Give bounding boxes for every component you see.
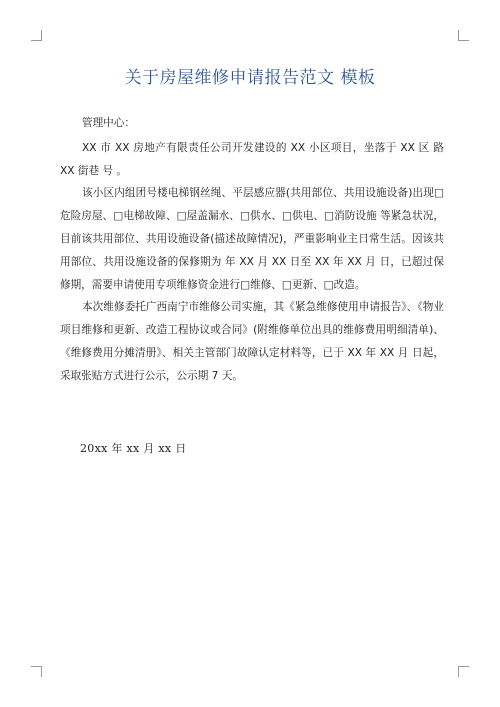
- page-corner-mark-top-right: [458, 30, 469, 41]
- paragraph-repair-announcement: 本次维修委托广西南宁市维修公司实施，其《紧急维修使用申请报告》、《物业项目维修和更新、改造工程协议或合同》(附维修单位出具的维修费用明细清单)、《维修费用分摊清册》、相关主管部门故障认定材料等，已于 XX 年 XX 月 日起，采取张贴方式进行公示，公示期 7 天。: [60, 301, 444, 382]
- document-date: 20xx 年 xx 月 xx 日: [80, 442, 187, 455]
- paragraph-fault-description: 该小区内组团号楼电梯钢丝绳、平层感应器(共用部位、共用设施设备)出现□危险房屋、□电梯故障、□屋盖漏水、□供水、□供电、□消防设施 等紧急状况，目前该共用部位、共用设施设备(描述故障情况)，严重影响业主日常生活。因该共用部位、共用设施设备的保修期为 年 XX 月 XX 日至 XX 年 XX 月 日，已超过保修期，需要申请使用专项维修资金进行□维修、□更新、□改造。: [60, 187, 444, 291]
- paragraph-project-location: XX 市 XX 房地产有限责任公司开发建设的 XX 小区项目，坐落于 XX 区 路 XX 街巷 号 。: [60, 141, 444, 177]
- salutation: 管理中心：: [82, 117, 135, 129]
- page-corner-mark-bottom-left: [31, 666, 42, 677]
- page-corner-mark-bottom-right: [458, 666, 469, 677]
- document-body: [60, 112, 444, 388]
- page-corner-mark-top-left: [31, 30, 42, 41]
- document-title: 关于房屋维修申请报告范文 模板: [124, 68, 376, 88]
